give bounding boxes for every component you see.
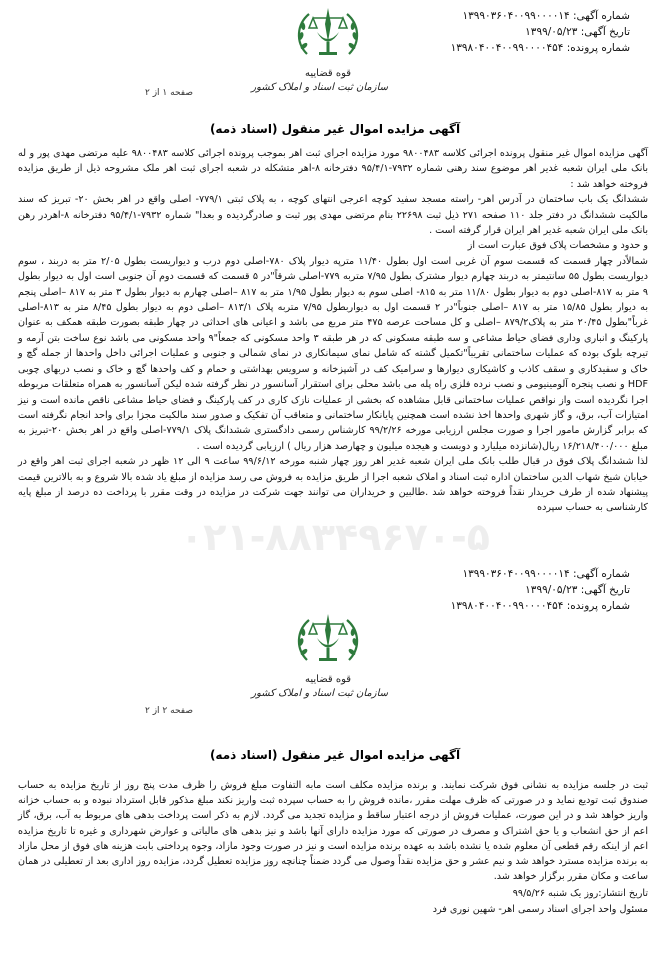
notice-body (18, 778, 648, 917)
notice-meta (451, 8, 630, 56)
paragraph-payment-terms: ثبت در جلسه مزایده به نشانی فوق شرکت نمایند. و برنده مزایده مکلف است مابه التفاوت مبلغ فروش را ظرف مدت پنج روز از تاریخ مزایده به حساب صندوق ثبت تودیع نماید و در صورتی که ظرف مهلت مقرر ،مانده فروش را به حساب سپرده ثبت واریز نکند مبلغ مذکور قابل استرداد نبوده و به حساب خزانه واریز خواهد شد و در این صورت، عملیات فروش از درجه اعتبار ساقط و مزایده تجدید می گردد. لازم به ذکر است پرداخت بدهی های مربوط به آب، برق، گاز اعم از حق انشعاب و یا حق اشتراک و مصرف در صورتی که مورد مزایده دارای آنها باشد و نیز بدهی های مالیاتی و عوارض شهرداری و غیره تا تاریخ مزایده اعم از اینکه رقم قطعی آن معلوم شده یا نشده باشد به عهده برنده مزایده است و نیز در صورت وجود مازاد، وجوه پرداختی بابت هزینه های فوق از محل مازاد به برنده مزایده مسترد خواهد شد و نیم عشر و حق مزایده نقداً وصول می گردد ضمناً چنانچه روز مزایده تعطیل گردد، مزایده روز اداری بعد از تعطیلی در همان ساعت و مکان مقرر برگزار خواهد شد. (18, 780, 648, 883)
paragraph-intro: آگهی مزایده اموال غیر منقول پرونده اجرائی کلاسه ۹۸۰۰۴۸۳ مورد مزایده اجرای ثبت اهر بموجب پرونده اجرائی کلاسه ۹۸۰۰۴۸۳ علیه مرتضی مهدی پور و له بانک ملی ایران شعبه غدیر اهر موضوع سند رهنی شماره ۷۹۳۲-۹۵/۴/۱ دفترخانه ۸-اهر متشکله در شعبه اجرای ثبت اهر ملک مشروحه ذیل از طریق مزایده فروخته خواهد شد : (18, 148, 648, 190)
watermark-phone: ۰۲۱-۸۸۳۴۹۶۷۰-۵ (180, 515, 490, 559)
paragraph-property: ششدانگ یک باب ساختمان در آدرس اهر- راسته مسجد سفید کوچه اعرجی انتهای کوچه ، به پلاک ثبتی ۷۷۹/۱- اصلی واقع در اهر بخش ۲۰- تبریز که سند مالکیت ششدانگ در دفتر جلد ۱۱۰ صفحه ۲۷۱ ذیل ثبت ۲۲۶۹۸ بنام مرتضی مهدی پور ثبت و صادرگردیده و بعدا" شماره ۷۹۳۲-۹۵/۴/۱ دفترخانه ۸-اهردر رهن بانک ملی ایران شعبه غدیر اهر ایران قرار گرفته است . (18, 194, 648, 237)
notice-date: تاریخ آگهی: ۱۳۹۹/۰۵/۲۳ (525, 26, 630, 38)
notice-page-2 (0, 558, 670, 962)
judiciary-emblem (251, 608, 388, 700)
page-number: صفحه ۲ از ۲ (145, 706, 193, 716)
notice-date: تاریخ آگهی: ۱۳۹۹/۰۵/۲۳ (525, 584, 630, 596)
paragraph-auction-terms: لذا ششدانگ پلاک فوق در قبال طلب بانک ملی ایران شعبه غدیر اهر روز چهار شنبه مورخه ۹۹/۶/۱۲ ساعت ۹ الی ۱۲ ظهر در شعبه اجرای ثبت اهر واقع در خیابان شیخ شهاب الدین ساختمان اداره ثبت اسناد و املاک شعبه اجرا از طریق مزایده به فروش می رسد مزایده از مبلغ یاد شده بالا شروع و به بالاترین قیمت پیشنهاد شده از طرف خریدار نقداً فروخته خواهد شد .طالبین و خریداران می توانند جهت شرکت در مزایده در وقت مقرر با پرداخت ده درصد از مبلغ پایه کارشناسی به حساب سپرده (18, 456, 648, 514)
emblem-caption-registry: سازمان ثبت اسناد و املاک کشور (251, 688, 388, 699)
notice-title: آگهی مزایده اموال غیر منقول (اسناد ذمه) (209, 748, 461, 762)
emblem-caption-judiciary: قوه قضاییه (304, 68, 352, 79)
case-number: شماره پرونده: ۱۳۹۸۰۴۰۰۴۰۰۹۹۰۰۰۰۴۵۴ (450, 600, 630, 612)
emblem-caption-judiciary: قوه قضاییه (304, 674, 352, 685)
paragraph-bounds-detail: شمالاًدر چهار قسمت که قسمت سوم آن غربی است اول بطول ۱۱/۴۰ مترپه دیوار پلاک ۷۸۰-اصلی دوم درب و دیواریست بطول ۲/۰۵ متر به دربند ، سوم دیواریست بطول ۵۵ سانتیمتر به دربند چهارم دیوار مشترک بطول ۷/۹۵ متربه ۷۷۹-اصلی شرقاً"در ۵ قسمت که قسمت دوم آن جنوبی است اول به دیوار بطول ۹ متر به ۸۱۷-اصلی دوم به دیوار بطول ۱۱/۸۰ متر به ۸۱۵- اصلی سوم به دیوار بطول ۱/۹۵ متر به ۸۱۷ –اصلی چهارم به دیوار بطول ۳ متر به ۸۱۷ –اصلی پنجم به دیوار بطول ۱۵/۸۵ متر به ۸۱۷ –اصلی جنوباً"در ۲ قسمت اول به دیواربطول ۷/۹۵ متربه پلاک ۸۱۳/۱ –اصلی دوم به دیوار بطول ۸/۴۵ متر به ۸۱۳-اصلی غرباً"بطول ۲۰/۴۵ متر به پلاک۸۷۹/۲ –اصلی و کل مساحت عرصه ۴۷۵ متر مربع می باشد و اعیانی های احداثی در چهار طبقه بصورت طبقه همکف به عنوان پارکینگ و انباری وداری فضای حیاط مشاعی و سه طبقه مسکونی که در هر طبقه ۳ واحد مسکونی که جمعاً"۹ واحد مسکونی می باشد نوع ساخت بتن آرمه و تیرچه بلوک بوده که عملیات ساختمانی تقریباً"تکمیل گشته که شامل نمای سیمانکاری در نمای شمالی و جنوبی و عملیات اجرائی داخل واحدها از جمله گچ و خاک و سفیدکاری و سقف کاذب و کاشیکاری دیوارها و سرامیک کف در آشپزخانه و سرویس بهداشتی و حمام و کف واحدها گچ و خاک و نصب دربهای چوبی HDF و نصب پنجره آلومینیومی و نصب نرده فلزی راه پله می باشد محلی برای استقرار آسانسور در نظر گرفته شده لیکن آسانسور به همراه متعلقات مربوطه اجرا نگردیده است واز نواقص عملیات ساختمانی قابل مشاهده که بخشی از عملیات نازک کاری در کف پارکینگ و فضای حیاط مشاعی ناقص مانده است و نیز امتیازات آب، برق، و گاز شهری واحدها اخذ نشده است همچنین پایانکار ساختمانی و متعاقب آن تفکیک و صدور سند مالکیت مجزا برای واحد انجام نگرفته است که برابر گزارش مامور اجرا و صورت مجلس ارزیابی مورخه ۹۹/۲/۲۶ کارشناس رسمی دادگستری ششدانگ پلاک ۷۷۹/۱-اصلی واقع در اهر بخش ۲۰-تبریز به مبلغ ۱۶/۲۱۸/۴۰۰/۰۰۰ ریال(شانزده میلیارد و دویست و هیجده میلیون و چهارصد هزار ریال ) ارزیابی گردیده است . (18, 255, 648, 452)
official-signature: مسئول واحد اجرای اسناد رسمی اهر- شهین نوری فرد (432, 903, 648, 915)
emblem-caption-registry: سازمان ثبت اسناد و املاک کشور (251, 82, 388, 93)
judiciary-emblem-icon (293, 2, 363, 62)
judiciary-emblem (251, 2, 388, 94)
judiciary-emblem-icon (293, 608, 363, 668)
paragraph-bounds-heading: و حدود و مشخصات پلاک فوق عبارت است از (467, 240, 648, 252)
notice-number: شماره آگهی: ۱۳۹۹۰۳۶۰۴۰۰۹۹۰۰۰۰۱۴ (462, 10, 630, 22)
signature-block (18, 886, 648, 916)
notice-number: شماره آگهی: ۱۳۹۹۰۳۶۰۴۰۰۹۹۰۰۰۰۱۴ (462, 568, 630, 580)
case-number: شماره پرونده: ۱۳۹۸۰۴۰۰۴۰۰۹۹۰۰۰۰۴۵۴ (450, 42, 630, 54)
notice-title: آگهی مزایده اموال غیر منقول (اسناد ذمه) (209, 122, 461, 136)
notice-meta (451, 566, 630, 614)
publication-date: تاریخ انتشار:روز یک شنبه ۹۹/۵/۲۶ (512, 888, 648, 900)
page-number: صفحه ۱ از ۲ (145, 88, 193, 98)
notice-body (18, 146, 648, 516)
